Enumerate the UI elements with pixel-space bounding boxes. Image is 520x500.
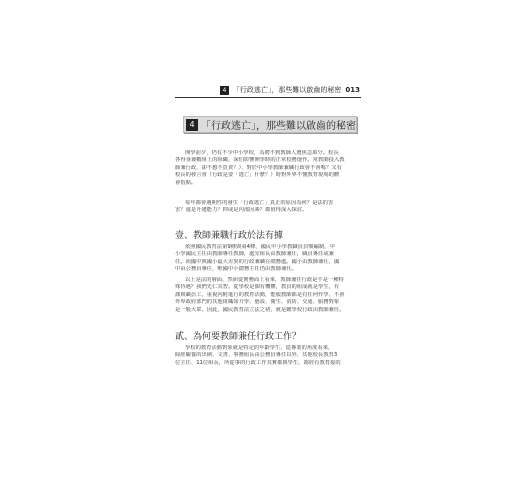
paragraph-line: 依照國民教育法第9條與第4條，國民中小學教職員員額編制，中 <box>185 244 335 250</box>
paragraph-line: 害？還是升遷能力？抑或是內部因素？都值得深入探討。 <box>175 207 308 214</box>
paragraph-line: 任。而國中與國小最大差異的行政兼職在總務處。國小由教師兼任，國 <box>175 258 340 265</box>
section-heading-2: 貳、為何要教師兼任行政工作？ <box>175 332 302 342</box>
running-header <box>210 84 360 96</box>
paragraph-4 <box>175 277 359 314</box>
paragraph-2 <box>175 200 359 215</box>
chapter-badge-icon: 4 <box>220 86 229 95</box>
paragraph-line: 每年都會遇期性的發生「行政逃亡」真正的原因為何？是法的害 <box>185 200 334 206</box>
paragraph-line: 外界政府部門的其他組織如升學、藝設、衛生、消防、交通、服務對象 <box>175 299 340 306</box>
paragraph-line: 校長的發言會（行政是要「逃亡」什麼？）時對外界不懂教育現場的體 <box>175 172 340 179</box>
paragraph-line: 開學前夕，仍有不少中小學校，為聘不到教師人選焦急萬分。校長 <box>185 150 339 156</box>
section-heading-1: 壹、教師兼職行政於法有據 <box>175 231 284 241</box>
paragraph-5 <box>175 345 359 367</box>
paragraph-line: 中由公務員專任，唯國中小總務主任仍由教師兼任。 <box>175 266 297 273</box>
paragraph-line: 小學國民主任由教師專任教師，處室組長由教師兼任，職員專任或兼 <box>175 251 334 258</box>
paragraph-line: 學校的教育活動對象就是特定的年齡學生，從專業的角度看來， <box>185 345 334 351</box>
chapter-number-icon: 4 <box>186 119 198 131</box>
header-rule <box>175 97 361 98</box>
paragraph-line: 各得身兼數組上的組織，深怕影響開學時的正常校務運作。常教師投入教 <box>175 157 345 164</box>
running-title: 「行政逃亡」，那些難以啟齒的秘密 <box>232 86 342 94</box>
paragraph-line: 除經驗養的出納、文書、事務組長由公務員專任以外，其他校長教育3 <box>175 352 338 359</box>
paragraph-line: 課與職員工，重視內附進行的教育活動，能服教師都是有任何作學，不會 <box>175 291 345 298</box>
paragraph-3 <box>175 244 359 274</box>
paragraph-line: 師兼行政，卻不想不負責？），對於中小學教師兼職行政會不會嗎？又有 <box>175 164 342 171</box>
paragraph-line: 殊待遇？我們先仁其智。從學校是個有機體，教員的組成就是學生，有 <box>175 284 340 291</box>
paragraph-line: 會指點。 <box>175 179 197 186</box>
page-number: 013 <box>345 86 360 94</box>
paragraph-line: 是一般大眾。因此，國民教育法立法之初，就是鑑學校行政由教師兼任。 <box>175 306 345 313</box>
paragraph-1 <box>175 150 359 187</box>
chapter-title-box <box>183 116 357 133</box>
paragraph-line: 位主任、11位組長，所從事的行政工作其實都與學生，都經有教育接的 <box>175 359 341 366</box>
chapter-title: 「行政逃亡」，那些難以啟齒的秘密 <box>201 121 356 132</box>
paragraph-line: 以上是法的層面，然而從實務面上看來，教師兼任行政是不是一種特 <box>185 277 344 283</box>
